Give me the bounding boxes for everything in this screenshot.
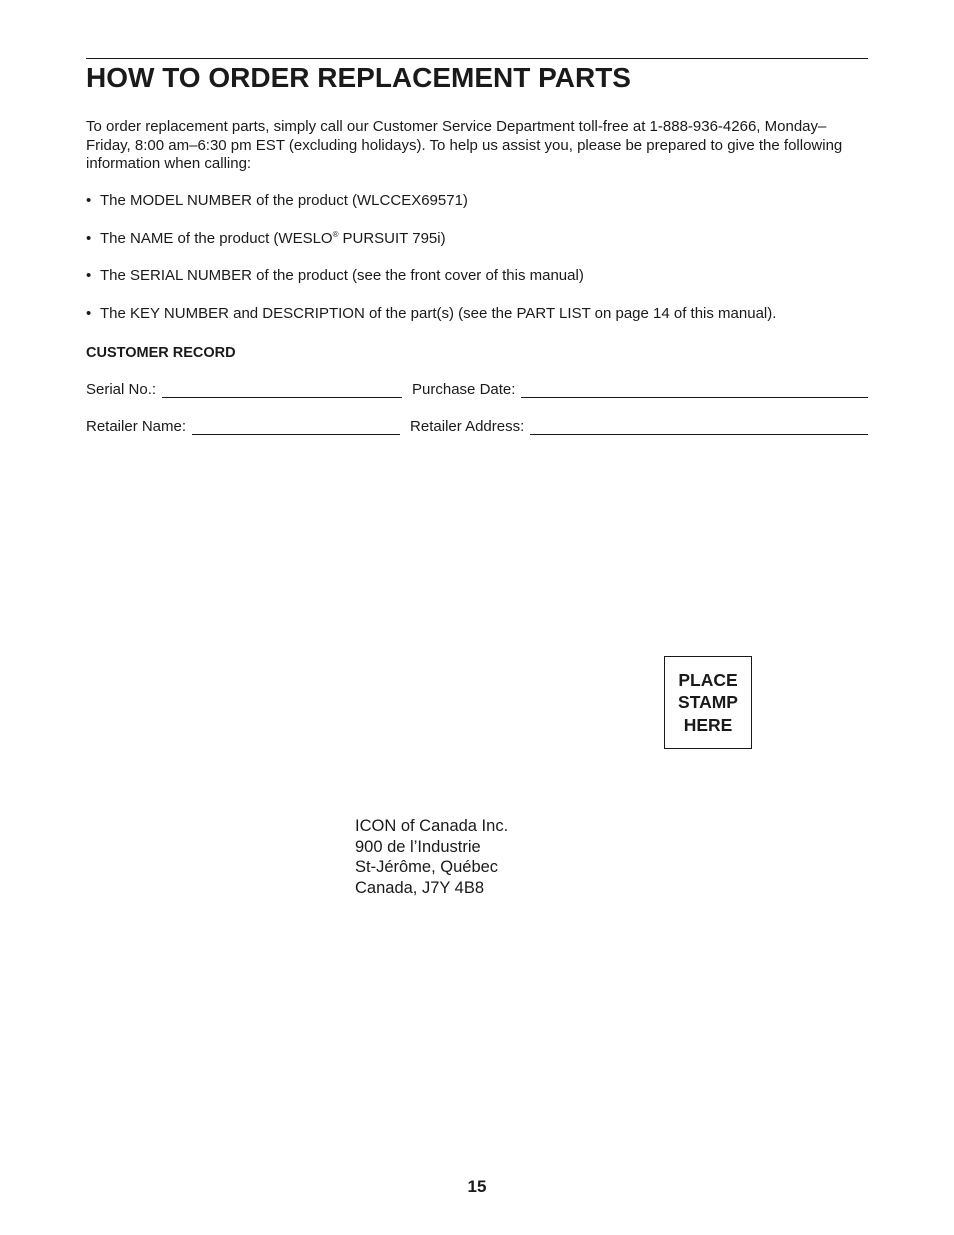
list-item-serial-number <box>86 267 868 305</box>
bullet-icon: • <box>86 192 92 209</box>
list-item-text <box>100 230 446 268</box>
address-line-country: Canada, J7Y 4B8 <box>355 879 485 898</box>
stamp-line: HERE <box>683 714 733 735</box>
page-number: 15 <box>467 1177 487 1196</box>
address-line-company: ICON of Canada Inc. <box>355 817 509 835</box>
registered-mark: ® <box>332 229 339 239</box>
bullet-icon: • <box>86 304 92 322</box>
list-item-product-name <box>86 230 868 268</box>
list-item-text: The MODEL NUMBER of the product (WLCCEX69571) <box>100 192 468 209</box>
stamp-line: STAMP <box>678 692 738 713</box>
product-name-suffix: PURSUIT 795i) <box>342 229 446 247</box>
purchase-date-field[interactable] <box>521 382 868 398</box>
intro-paragraph: To order replacement parts, simply call our Customer Service Department toll-free at 1-888-936-4266, Monday–Friday, 8:00 am–6:30 pm EST (excluding holidays). To help us assist you, please be prepared to give the following information when calling: <box>86 118 843 172</box>
retailer-name-label: Retailer Name: <box>86 418 187 435</box>
form-row-serial-purchase <box>86 381 868 399</box>
address-line-city: St-Jérôme, Québec <box>355 858 499 877</box>
stamp-box <box>664 656 752 749</box>
retailer-address-field[interactable] <box>530 419 868 435</box>
address-line-street: 900 de l’Industrie <box>355 837 481 856</box>
list-item-model-number <box>86 192 868 230</box>
list-item-key-number <box>86 305 868 343</box>
top-rule <box>86 58 868 59</box>
bullet-icon: • <box>86 267 92 284</box>
serial-number-field[interactable] <box>162 382 402 398</box>
list-item-text: The KEY NUMBER and DESCRIPTION of the part(s) (see the PART LIST on page 14 of this manual). <box>100 304 777 322</box>
bullet-icon: • <box>86 229 92 247</box>
mailing-address <box>355 816 508 899</box>
retailer-address-label: Retailer Address: <box>410 418 525 435</box>
purchase-date-label: Purchase Date: <box>412 381 516 398</box>
info-list <box>86 192 868 342</box>
serial-number-label: Serial No.: <box>86 381 157 398</box>
customer-record-heading: CUSTOMER RECORD <box>86 345 236 361</box>
product-name-prefix: The NAME of the product (WESLO <box>100 229 333 247</box>
list-item-text: The SERIAL NUMBER of the product (see the front cover of this manual) <box>100 267 584 284</box>
retailer-name-field[interactable] <box>192 419 400 435</box>
page-title: HOW TO ORDER REPLACEMENT PARTS <box>86 62 631 93</box>
stamp-line: PLACE <box>678 669 738 690</box>
form-row-retailer <box>86 418 868 436</box>
